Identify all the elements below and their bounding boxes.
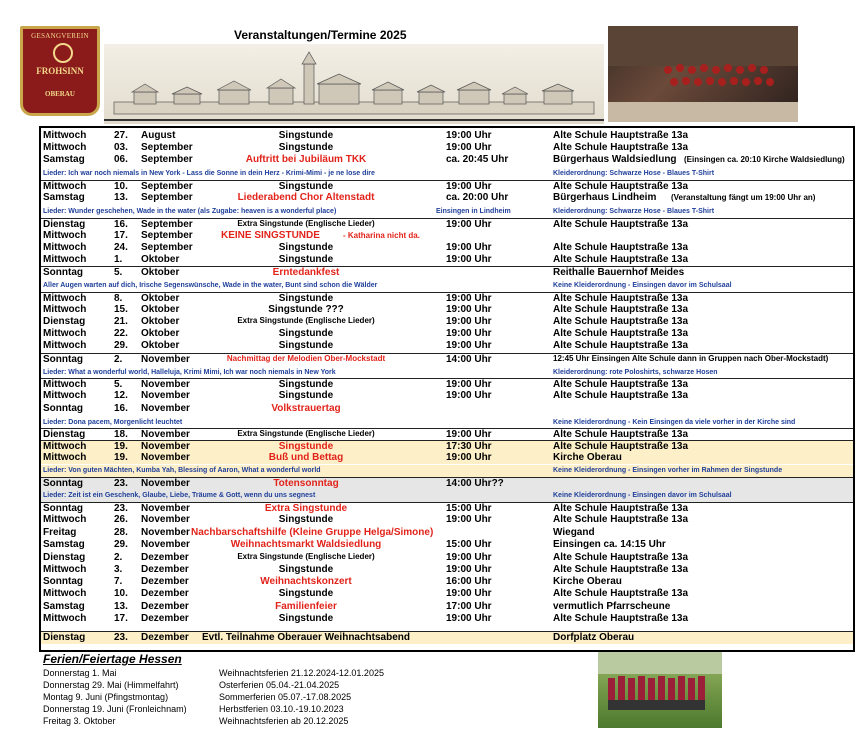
event-location: Bürgerhaus Waldsiedlung (553, 154, 677, 165)
event-day: Dienstag (43, 219, 86, 230)
event-title: Nachmittag der Melodien Ober-Mockstadt (226, 354, 386, 363)
dress-code-note: Keine Kleiderordnung - Einsingen davor im Schulsaal (553, 282, 732, 289)
event-title: Buß und Bettag (268, 452, 344, 463)
event-day: Mittwoch (43, 181, 87, 192)
event-time: 19:00 Uhr (446, 130, 492, 141)
event-time: 19:00 Uhr (446, 452, 492, 463)
event-month: Oktober (141, 267, 180, 278)
songs-list: Lieder: Wunder geschehen, Wade in the water (als Zugabe: heaven is a wonderful place) (43, 208, 337, 215)
event-day: Sonntag (43, 503, 83, 514)
event-row (41, 266, 853, 279)
event-row (41, 631, 853, 644)
event-row (41, 154, 853, 166)
songs-list: Lieder: Dona pacem, Morgenlicht leuchtet (43, 419, 183, 426)
event-date: 17. (114, 613, 128, 624)
event-title: Singstunde (278, 514, 334, 525)
event-date: 17. (114, 230, 128, 241)
dress-code-note: Kleiderordnung: Schwarze Hose - Blaues T-Shirt (553, 170, 715, 177)
event-month: November (141, 514, 190, 525)
event-title: Singstunde (278, 142, 334, 153)
event-row (41, 328, 853, 340)
header (16, 22, 856, 126)
event-time: 19:00 Uhr (446, 340, 492, 351)
event-location: Alte Schule Hauptstraße 13a (553, 328, 689, 339)
event-time: 19:00 Uhr (446, 429, 492, 440)
event-title: Singstunde (278, 328, 334, 339)
event-day: Mittwoch (43, 242, 87, 253)
songs-list: Aller Augen warten auf dich, Irische Segenswünsche, Wade in the water, Bunt sind schon die Wälder (43, 282, 378, 289)
choir-concert-photo (608, 26, 798, 122)
event-time: 15:00 Uhr (446, 503, 492, 514)
holiday-item: Donnerstag 19. Juni (Fronleichnam) (43, 704, 187, 714)
event-title: Extra Singstunde (Englische Lieder) (237, 552, 375, 561)
songs-list: Lieder: Ich war noch niemals in New York - Lass die Sonne in dein Herz - Krimi-Mimi - je ne lose dire (43, 170, 375, 177)
event-day: Mittwoch (43, 514, 87, 525)
event-location: Dorfplatz Oberau (553, 632, 635, 643)
event-date: 19. (114, 441, 128, 452)
event-location: Alte Schule Hauptstraße 13a (553, 503, 689, 514)
event-date: 23. (114, 478, 128, 489)
event-month: Dezember (141, 552, 189, 563)
event-location: Alte Schule Hauptstraße 13a (553, 316, 689, 327)
event-month: November (141, 390, 190, 401)
event-row (41, 390, 853, 402)
event-location: Alte Schule Hauptstraße 13a (553, 340, 689, 351)
event-date: 13. (114, 192, 128, 203)
event-title: Singstunde (278, 130, 334, 141)
event-title: Extra Singstunde (Englische Lieder) (237, 429, 375, 438)
event-day: Mittwoch (43, 254, 87, 265)
dress-code-note: Keine Kleiderordnung - Einsingen davor im Schulsaal (553, 492, 732, 499)
songs-note-row (41, 490, 853, 502)
event-day: Dienstag (43, 552, 86, 563)
event-title: Singstunde (278, 588, 334, 599)
event-location: Alte Schule Hauptstraße 13a (553, 441, 689, 452)
events-schedule-table (39, 126, 855, 652)
village-sketch-icon (104, 44, 604, 124)
vacation-item: Weihnachtsferien 21.12.2024-12.01.2025 (219, 668, 384, 678)
event-month: November (141, 503, 190, 514)
event-month: November (141, 441, 190, 452)
songs-note-row (41, 367, 853, 379)
event-day: Mittwoch (43, 390, 87, 401)
event-row (41, 588, 853, 600)
event-title: Singstunde (278, 181, 334, 192)
event-date: 28. (114, 527, 128, 538)
event-time: 16:00 Uhr (446, 576, 492, 587)
event-month: September (141, 242, 193, 253)
event-date: 18. (114, 429, 128, 440)
choir-logo (20, 26, 100, 116)
event-time: ca. 20:45 Uhr (446, 154, 509, 165)
event-location: Kirche Oberau (553, 452, 622, 463)
event-date: 23. (114, 503, 128, 514)
event-date: 06. (114, 154, 128, 165)
event-month: November (141, 354, 190, 365)
holiday-item: Montag 9. Juni (Pfingstmontag) (43, 692, 169, 702)
event-day: Sonntag (43, 267, 83, 278)
event-title: Totensonntag (273, 478, 339, 489)
event-time: 19:00 Uhr (446, 304, 492, 315)
event-date: 24. (114, 242, 128, 253)
event-day: Mittwoch (43, 613, 87, 624)
choir-group-photo (598, 652, 722, 728)
event-time: 19:00 Uhr (446, 181, 492, 192)
event-location: Reithalle Bauernhof Meides (553, 267, 685, 278)
event-title: Singstunde (278, 340, 334, 351)
event-day: Dienstag (43, 632, 86, 643)
logo-text-top: GESANGVEREIN (31, 32, 89, 40)
event-title: Weihnachtsmarkt Waldsiedlung (230, 539, 382, 550)
event-time: 19:00 Uhr (446, 379, 492, 390)
event-title: Erntedankfest (272, 267, 340, 278)
event-title: Singstunde (278, 441, 334, 452)
event-month: September (141, 192, 193, 203)
event-month: November (141, 539, 190, 550)
event-date: 10. (114, 181, 128, 192)
event-location: Alte Schule Hauptstraße 13a (553, 219, 689, 230)
event-row (41, 514, 853, 526)
event-month: Oktober (141, 254, 180, 265)
event-row (41, 192, 853, 204)
dress-code-note: Kleiderordnung: rote Poloshirts, schwarze Hosen (553, 369, 718, 376)
event-date: 12. (114, 390, 128, 401)
event-row (41, 613, 853, 625)
songs-note-row (41, 206, 853, 218)
event-day: Samstag (43, 154, 85, 165)
dress-code-note: Kleiderordnung: Schwarze Hose - Blaues T-Shirt (553, 208, 715, 215)
event-month: Dezember (141, 588, 189, 599)
vacation-item: Weihnachtsferien ab 20.12.2025 (219, 716, 349, 726)
event-time: 19:00 Uhr (446, 588, 492, 599)
event-time: 19:00 Uhr (446, 552, 492, 563)
rehearsal-note: Einsingen in Lindheim (436, 208, 511, 215)
event-month: September (141, 219, 193, 230)
event-title: Nachbarschaftshilfe (Kleine Gruppe Helga/Simone) (191, 527, 434, 538)
event-day: Mittwoch (43, 230, 87, 241)
event-day: Freitag (43, 527, 77, 538)
event-time: 19:00 Uhr (446, 242, 492, 253)
event-date: 2. (114, 354, 123, 365)
event-location: vermutlich Pfarrscheune (553, 601, 671, 612)
event-time: 19:00 Uhr (446, 390, 492, 401)
event-location: Kirche Oberau (553, 576, 622, 587)
event-location: Alte Schule Hauptstraße 13a (553, 379, 689, 390)
event-title: Weihnachtskonzert (260, 576, 352, 587)
event-location: Alte Schule Hauptstraße 13a (553, 254, 689, 265)
event-row (41, 527, 853, 539)
event-row (41, 230, 853, 242)
village-panorama-image (104, 44, 604, 124)
event-title: Singstunde (278, 379, 334, 390)
event-date: 23. (114, 632, 128, 643)
event-time: 19:00 Uhr (446, 328, 492, 339)
event-date: 15. (114, 304, 128, 315)
event-title: Singstunde ??? (268, 304, 344, 315)
event-row (41, 353, 853, 366)
event-location-note: (Veranstaltung fängt um 19:00 Uhr an) (671, 193, 816, 202)
event-month: Oktober (141, 316, 180, 327)
event-time: 17:30 Uhr (446, 441, 492, 452)
event-month: Oktober (141, 340, 180, 351)
event-date: 5. (114, 267, 123, 278)
event-row (41, 564, 853, 576)
event-month: Oktober (141, 304, 180, 315)
event-time: 19:00 Uhr (446, 564, 492, 575)
event-time: ca. 20:00 Uhr (446, 192, 509, 203)
event-month: Oktober (141, 293, 180, 304)
event-row (41, 576, 853, 588)
event-location: Alte Schule Hauptstraße 13a (553, 390, 689, 401)
event-location: Einsingen ca. 14:15 Uhr (553, 539, 666, 550)
event-month: Dezember (141, 601, 189, 612)
lyre-emblem-icon (53, 43, 73, 63)
event-time: 14:00 Uhr (446, 354, 492, 365)
event-title: Singstunde (278, 254, 334, 265)
event-row (41, 316, 853, 328)
holiday-item: Donnerstag 1. Mai (43, 668, 117, 678)
event-row (41, 304, 853, 316)
event-time: 19:00 Uhr (446, 293, 492, 304)
songs-list: Lieder: What a wonderful world, Halleluja, Krimi Mimi, Ich war noch niemals in New York (43, 369, 336, 376)
event-time: 19:00 Uhr (446, 613, 492, 624)
event-time: 19:00 Uhr (446, 142, 492, 153)
event-month: November (141, 527, 190, 538)
event-location: Alte Schule Hauptstraße 13a (553, 293, 689, 304)
page-title: Veranstaltungen/Termine 2025 (234, 28, 407, 42)
dress-code-note: Keine Kleiderordnung - Einsingen vorher im Rahmen der Singstunde (553, 467, 783, 474)
logo-text-middle: FROHSINN (36, 66, 84, 76)
event-day: Samstag (43, 539, 85, 550)
event-location: Alte Schule Hauptstraße 13a (553, 613, 689, 624)
event-month: November (141, 379, 190, 390)
event-time: 17:00 Uhr (446, 601, 492, 612)
event-row (41, 452, 853, 464)
event-day: Mittwoch (43, 452, 87, 463)
event-day: Samstag (43, 192, 85, 203)
event-month: November (141, 429, 190, 440)
event-row (41, 254, 853, 266)
event-row (41, 552, 853, 564)
event-day: Mittwoch (43, 328, 87, 339)
event-month: August (141, 130, 176, 141)
event-date: 13. (114, 601, 128, 612)
holidays-section (43, 652, 603, 742)
choir-singers-icon (608, 26, 798, 122)
event-day: Mittwoch (43, 441, 87, 452)
event-day: Mittwoch (43, 142, 87, 153)
event-date: 29. (114, 340, 128, 351)
event-month: Dezember (141, 632, 189, 643)
logo-text-bottom: OBERAU (45, 90, 75, 98)
event-row (41, 142, 853, 154)
event-title: Extra Singstunde (264, 503, 348, 514)
vacation-item: Osterferien 05.04.-21.04.2025 (219, 680, 340, 690)
event-day: Sonntag (43, 478, 83, 489)
songs-list: Lieder: Zeit ist ein Geschenk, Glaube, Liebe, Träume & Gott, wenn du uns segnest (43, 492, 316, 499)
event-title: Singstunde (278, 390, 334, 401)
event-location: Alte Schule Hauptstraße 13a (553, 142, 689, 153)
songs-list: Lieder: Von guten Mächten, Kumba Yah, Blessing of Aaron, What a wonderful world (43, 467, 321, 474)
event-title-note: - Katharina nicht da. (343, 231, 420, 240)
vacation-item: Herbstferien 03.10.-19.10.2023 (219, 704, 344, 714)
event-day: Dienstag (43, 429, 86, 440)
event-month: Dezember (141, 576, 189, 587)
event-location: Alte Schule Hauptstraße 13a (553, 304, 689, 315)
event-title: Singstunde (278, 242, 334, 253)
event-day: Mittwoch (43, 588, 87, 599)
event-title: Extra Singstunde (Englische Lieder) (237, 316, 375, 325)
event-day: Mittwoch (43, 293, 87, 304)
event-day: Samstag (43, 601, 85, 612)
event-location-note: (Einsingen ca. 20:10 Kirche Waldsiedlung) (684, 155, 845, 164)
event-month: September (141, 230, 193, 241)
event-title: Familienfeier (275, 601, 337, 612)
songs-note-row (41, 417, 853, 429)
event-row (41, 403, 853, 415)
event-month: November (141, 452, 190, 463)
event-location: Alte Schule Hauptstraße 13a (553, 130, 689, 141)
event-date: 7. (114, 576, 123, 587)
event-month: September (141, 142, 193, 153)
dress-code-note: Keine Kleiderordnung - Kein Einsingen da viele vorher in der Kirche sind (553, 419, 796, 426)
event-time: 19:00 Uhr (446, 219, 492, 230)
event-month: Oktober (141, 328, 180, 339)
event-day: Mittwoch (43, 304, 87, 315)
event-row (41, 539, 853, 551)
event-row (41, 242, 853, 254)
event-month: September (141, 154, 193, 165)
holiday-item: Donnerstag 29. Mai (Himmelfahrt) (43, 680, 179, 690)
event-month: Dezember (141, 613, 189, 624)
event-date: 2. (114, 552, 123, 563)
event-location: Bürgerhaus Lindheim (553, 192, 657, 203)
event-time: 15:00 Uhr (446, 539, 492, 550)
event-date: 03. (114, 142, 128, 153)
event-date: 1. (114, 254, 123, 265)
event-title: Singstunde (278, 613, 334, 624)
event-title: Singstunde (278, 564, 334, 575)
event-time: 19:00 Uhr (446, 514, 492, 525)
event-location: Alte Schule Hauptstraße 13a (553, 564, 689, 575)
event-day: Dienstag (43, 316, 86, 327)
event-day: Mittwoch (43, 379, 87, 390)
event-location: 12:45 Uhr Einsingen Alte Schule dann in Gruppen nach Ober-Mockstadt) (553, 354, 829, 363)
event-title: KEINE SINGSTUNDE (221, 230, 320, 241)
event-date: 26. (114, 514, 128, 525)
event-month: November (141, 478, 190, 489)
event-row (41, 340, 853, 352)
event-date: 10. (114, 588, 128, 599)
event-location: Alte Schule Hauptstraße 13a (553, 552, 689, 563)
choir-group-icon (598, 652, 722, 728)
event-row (41, 477, 853, 490)
holidays-title: Ferien/Feiertage Hessen (43, 652, 182, 666)
event-title: Extra Singstunde (Englische Lieder) (237, 219, 375, 228)
event-date: 22. (114, 328, 128, 339)
event-date: 5. (114, 379, 123, 390)
event-time: 19:00 Uhr (446, 254, 492, 265)
event-date: 27. (114, 130, 128, 141)
event-date: 29. (114, 539, 128, 550)
event-row (41, 130, 853, 142)
event-title: Singstunde (278, 293, 334, 304)
event-location: Alte Schule Hauptstraße 13a (553, 514, 689, 525)
event-title: Volkstrauertag (271, 403, 341, 414)
event-date: 8. (114, 293, 123, 304)
event-day: Sonntag (43, 403, 83, 414)
event-date: 3. (114, 564, 123, 575)
event-day: Mittwoch (43, 564, 87, 575)
event-title: Evtl. Teilnahme Oberauer Weihnachtsabend (201, 632, 411, 643)
event-day: Mittwoch (43, 340, 87, 351)
event-day: Sonntag (43, 576, 83, 587)
event-date: 19. (114, 452, 128, 463)
event-title: Auftritt bei Jubiläum TKK (245, 154, 367, 165)
songs-note-row (41, 168, 853, 180)
event-month: November (141, 403, 190, 414)
vacation-item: Sommerferien 05.07.-17.08.2025 (219, 692, 352, 702)
holiday-item: Freitag 3. Oktober (43, 716, 116, 726)
event-location: Alte Schule Hauptstraße 13a (553, 588, 689, 599)
event-day: Sonntag (43, 354, 83, 365)
songs-note-row (41, 280, 853, 292)
event-month: September (141, 181, 193, 192)
songs-note-row (41, 465, 853, 477)
event-title: Liederabend Chor Altenstadt (237, 192, 375, 203)
event-location: Alte Schule Hauptstraße 13a (553, 242, 689, 253)
event-location: Alte Schule Hauptstraße 13a (553, 429, 689, 440)
event-location: Alte Schule Hauptstraße 13a (553, 181, 689, 192)
event-location: Wiegand (553, 527, 595, 538)
event-time: 19:00 Uhr (446, 316, 492, 327)
event-time: 14:00 Uhr?? (446, 478, 504, 489)
event-date: 16. (114, 403, 128, 414)
event-date: 16. (114, 219, 128, 230)
event-date: 21. (114, 316, 128, 327)
event-day: Mittwoch (43, 130, 87, 141)
event-month: Dezember (141, 564, 189, 575)
event-row (41, 601, 853, 613)
